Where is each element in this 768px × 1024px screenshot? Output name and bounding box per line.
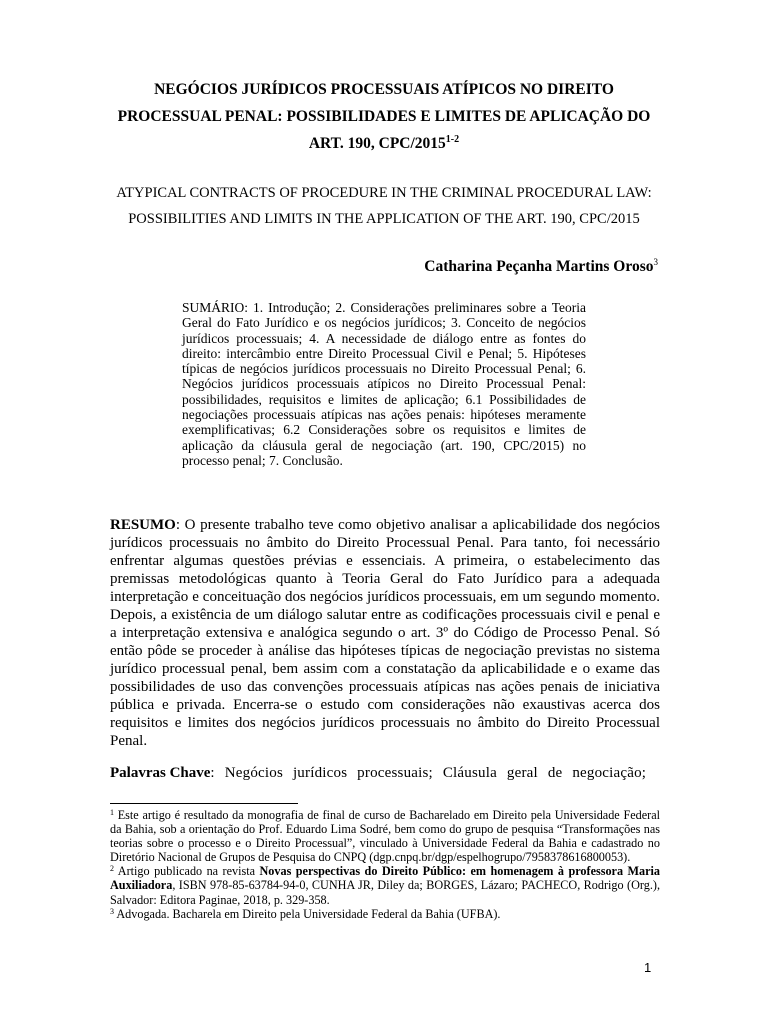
footnote-text: Advogada. Bacharela em Direito pela Universidade Federal da Bahia (UFBA).: [116, 906, 501, 921]
abstract-label: RESUMO: [110, 517, 176, 533]
page-number: 1: [644, 960, 652, 975]
title-footnote-ref: 1-2: [445, 134, 460, 145]
paper-title-text: NEGÓCIOS JURÍDICOS PROCESSUAIS ATÍPICOS NO DIREITO PROCESSUAL PENAL: POSSIBILIDADES E LIMITES DE APLICAÇÃO DO ART. 190, CPC/2015: [117, 81, 651, 152]
abstract-paragraph: [110, 516, 660, 750]
footnote-number: 2: [110, 864, 114, 874]
author-line: [424, 256, 658, 278]
footnotes: [110, 808, 660, 921]
footnote-book-title: Novas perspectivas do Direito Público: em homenagem à professora Maria Auxiliadora: [110, 864, 661, 893]
footnote-1: [110, 808, 660, 864]
paper-title: [110, 76, 658, 157]
keywords-line: [110, 764, 660, 782]
footnote-number: 3: [110, 906, 114, 916]
author-footnote-ref: 3: [653, 257, 658, 267]
summary-block: SUMÁRIO: 1. Introdução; 2. Considerações preliminares sobre a Teoria Geral do Fato Jurídico e os negócios jurídicos; 3. Conceito de negócios jurídicos processuais; 4. A necessidade de diálogo entre as fontes do direito: intercâmbio entre Direito Processual Civil e Penal; 5. Hipóteses típicas de negócios jurídicos processuais no Direito Processual Penal; 6. Negócios jurídicos processuais atípicos no Direito Processual Penal: possibilidades, requisitos e limites de aplicação; 6.1 Possibilidades de negociações processuais atípicas nas ações penais: hipóteses meramente exemplificativas; 6.2 Considerações sobre os requisitos e limites de aplicação da cláusula geral de negociação (art. 190, CPC/2015) no processo penal; 7. Conclusão.: [182, 300, 586, 468]
footnote-2: [110, 864, 660, 906]
keywords-label: Palavras Chave: [110, 765, 211, 781]
author-name: Catharina Peçanha Martins Oroso: [424, 258, 654, 275]
footnote-3: [110, 907, 660, 921]
footnote-text: Este artigo é resultado da monografia de final de curso de Bacharelado em Direito pela Universidade Federal da Bahia, sob a orientação do Prof. Eduardo Lima Sodré, bem como do grupo de pesquisa “Transformações nas teorias sobre o processo e o Direito Processual”, vinculado à Universidade Federal da Bahia e cadastrado no Diretório Nacional de Grupos de Pesquisa do CNPQ (dgp.cnpq.br/dgp/espelhogrupo/7958378616800053).: [110, 808, 660, 865]
footnote-separator: [110, 803, 298, 804]
footnote-number: 1: [110, 808, 114, 817]
abstract-text: : O presente trabalho teve como objetivo analisar a aplicabilidade dos negócios jurídicos processuais no âmbito do Direito Processual Penal. Para tanto, foi necessário enfrentar algumas questões prévias e essenciais. A primeira, o estabelecimento das premissas metodológicas quanto à Teoria Geral do Fato Jurídico para a adequada interpretação e conceituação dos negócios jurídicos processuais, em um segundo momento. Depois, a existência de um diálogo salutar entre as codificações processuais civil e penal e a interpretação extensiva e analógica segundo o art. 3º do Código de Processo Penal. Só então pôde se proceder à análise das hipóteses típicas de negociação previstas no sistema jurídico processual penal, bem assim com a constatação da aplicabilidade e o exame das possibilidades de uso das convenções processuais atípicas nas ações penais de iniciativa pública e privada. Encerra-se o estudo com considerações não exaustivas acerca dos requisitos e limites dos negócios jurídicos processuais no âmbito do Direito Processual Penal.: [110, 517, 660, 749]
footnote-text: , ISBN 978-85-63784-94-0, CUNHA JR, Diley da; BORGES, Lázaro; PACHECO, Rodrigo (Org.), Salvador: Editora Paginae, 2018, p. 329-358.: [110, 878, 660, 907]
english-title: ATYPICAL CONTRACTS OF PROCEDURE IN THE CRIMINAL PROCEDURAL LAW: POSSIBILITIES AND LIMITS IN THE APPLICATION OF THE ART. 190, CPC/2015: [116, 185, 652, 227]
keywords-text: : Negócios jurídicos processuais; Cláusula geral de negociação;: [210, 765, 647, 781]
footnote-text: Artigo publicado na revista: [117, 864, 260, 879]
